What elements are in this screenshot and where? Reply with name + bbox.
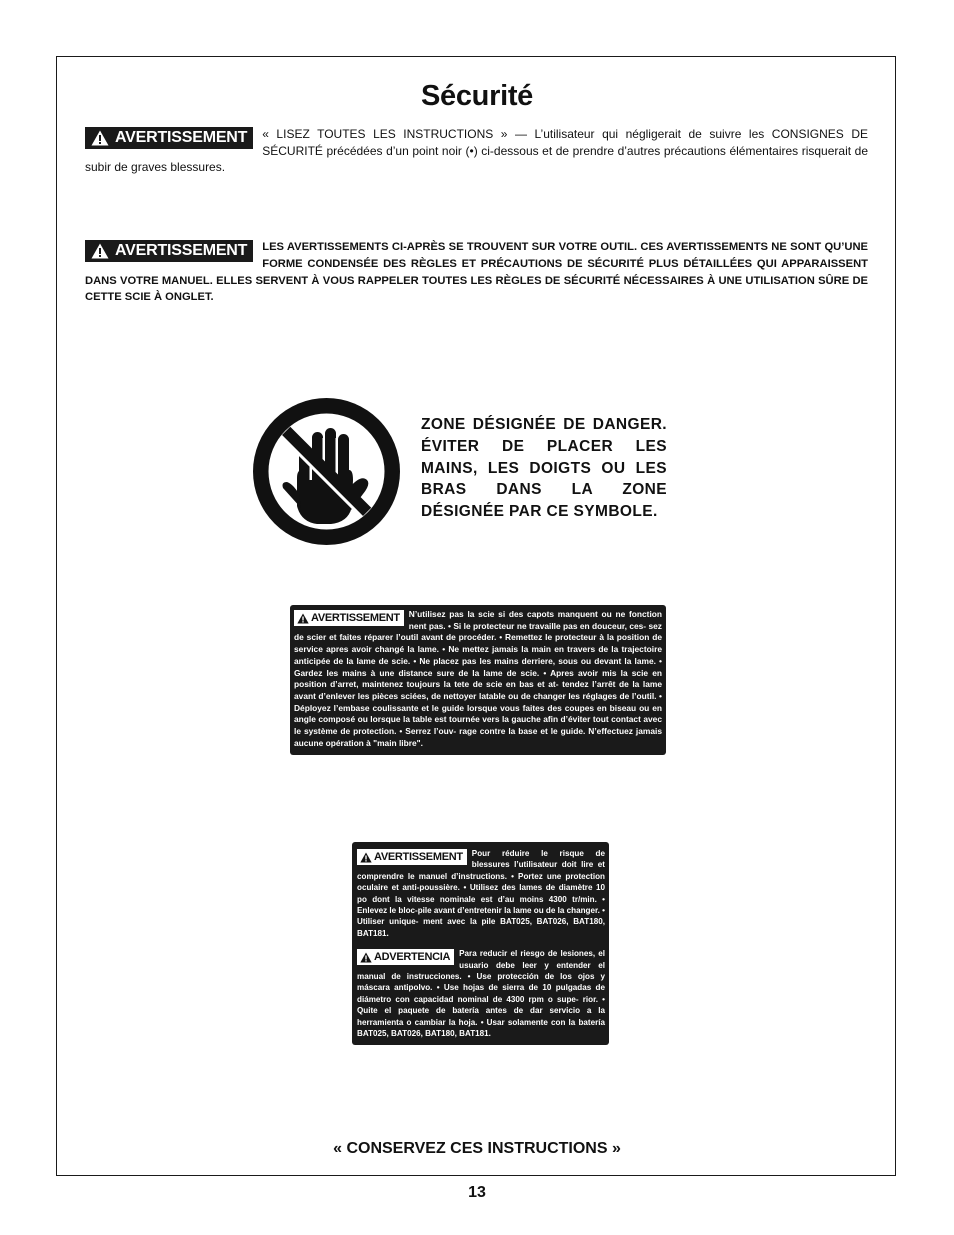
label-badge-text: AVERTISSEMENT bbox=[311, 612, 400, 624]
label-section-fr bbox=[357, 848, 605, 939]
label-badge bbox=[357, 849, 467, 865]
label-section-es bbox=[357, 948, 605, 1039]
label-badge bbox=[294, 610, 404, 626]
warning-text: « LISEZ TOUTES LES INSTRUCTIONS » — L’utilisateur qui négligerait de suivre les CONSIGNES DE SÉCURITÉ précédées d’un point noir (•) ci-dessous et de prendre d’autres précautions élémentaires risquerait de subir de graves blessures. bbox=[85, 127, 868, 174]
page-title: Sécurité bbox=[420, 80, 534, 112]
warning-badge bbox=[85, 240, 253, 262]
label-badge-text: ADVERTENCIA bbox=[374, 951, 451, 964]
page-number: 13 bbox=[468, 1184, 486, 1201]
label-text-fr: Pour réduire le risque de blessures l’utilisateur doit lire et comprendre le manuel d’instructions. • Portez une protection oculaire et anti-poussière. • Utilisez des lames de diamètre 10 po dont la vitesse nominale est d’au moins 4300 tr/min. • Enlevez le bloc-pile avant d’entretenir la lame ou de la changer. • Utiliser unique- ment avec la pile BAT025, BAT026, BAT180, BAT181. bbox=[357, 849, 605, 938]
warning-tool-labels bbox=[85, 239, 868, 306]
warning-triangle-icon bbox=[91, 243, 109, 259]
warning-triangle-icon bbox=[297, 613, 309, 624]
warning-triangle-icon bbox=[91, 130, 109, 146]
warning-general bbox=[85, 126, 868, 176]
warning-badge-label: AVERTISSEMENT bbox=[115, 129, 248, 146]
no-hands-icon bbox=[253, 398, 400, 545]
label-badge bbox=[357, 949, 454, 965]
label-text-es: Para reducir el riesgo de lesiones, el usuario debe leer y entender el manual de instrucciones. • Use protección de los ojos y máscara antipolvo. • Use hojas de sierra de 10 pulgadas de diámetro con capacidad nominal de 4300 rpm o supe- rior. • Quite el paquete de batería antes de dar servicio a la herramienta o cambiar la hoja. • Usar solamente con la batería BAT025, BAT026, BAT180, BAT181. bbox=[357, 949, 605, 1039]
footer-keep-instructions: « CONSERVEZ CES INSTRUCTIONS » bbox=[333, 1140, 621, 1157]
label-text: N’utilisez pas la scie si des capots manquent ou ne fonction nent pas. • Si le protecteur ne travaille pas en douceur, ces- sez de scier et faites réparer l’outil avant de procéder. • Remettez le protecteur à la position de service apres avoir changé la lame. • Ne mettez jamais la main en travers de la trajectoire anticipée de la lame de scie. • Ne placez pas les mains derriere, sous ou devant la lame. • Gardez les mains à une distance sure de la lame de scie. • Apres avoir mis la scie en position d’arret, maintenez toujours la tete de scie en bas et at- tendez l’arrêt de la lame avant d’enlever les pièces sciées, de nettoyer latable ou de changer les réglages de l’outil. • Déployez l’embase coulissante et le guide lorsque vous faites des coupes en biseau ou en angle composé ou lorsque la table est tournée vers la gauche afin d’éviter tout contact avec le système de protection. • Serrez l’ouv- rage contre la base et le guide. N’effectuez jamais aucune opération à "main libre". bbox=[294, 609, 662, 748]
danger-zone-text: ZONE DÉSIGNÉE DE DANGER. ÉVITER DE PLACER LES MAINS, LES DOIGTS OU LES BRAS DANS LA ZONE DÉSIGNÉE PAR CE SYMBOLE. bbox=[421, 416, 667, 521]
warning-badge bbox=[85, 127, 253, 149]
warning-triangle-icon bbox=[360, 852, 372, 863]
label-badge-text: AVERTISSEMENT bbox=[374, 851, 463, 863]
warning-badge-label: AVERTISSEMENT bbox=[115, 242, 248, 259]
tool-warning-label-bilingual bbox=[352, 842, 609, 1045]
warning-text: LES AVERTISSEMENTS CI-APRÈS SE TROUVENT SUR VOTRE OUTIL. CES AVERTISSEMENTS NE SONT QU’UNE FORME CONDENSÉE DES RÈGLES ET PRÉCAUTIONS DE SÉCURITÉ PLUS DÉTAILLÉES QUI APPARAISSENT DANS VOTRE MANUEL. ELLES SERVENT À VOUS RAPPELER TOUTES LES RÈGLES DE SÉCURITÉ NÉCESSAIRES À UNE UTILISATION SÛRE DE CETTE SCIE À ONGLET. bbox=[85, 241, 868, 304]
warning-triangle-icon bbox=[360, 952, 372, 963]
tool-warning-label-guard bbox=[290, 605, 666, 755]
